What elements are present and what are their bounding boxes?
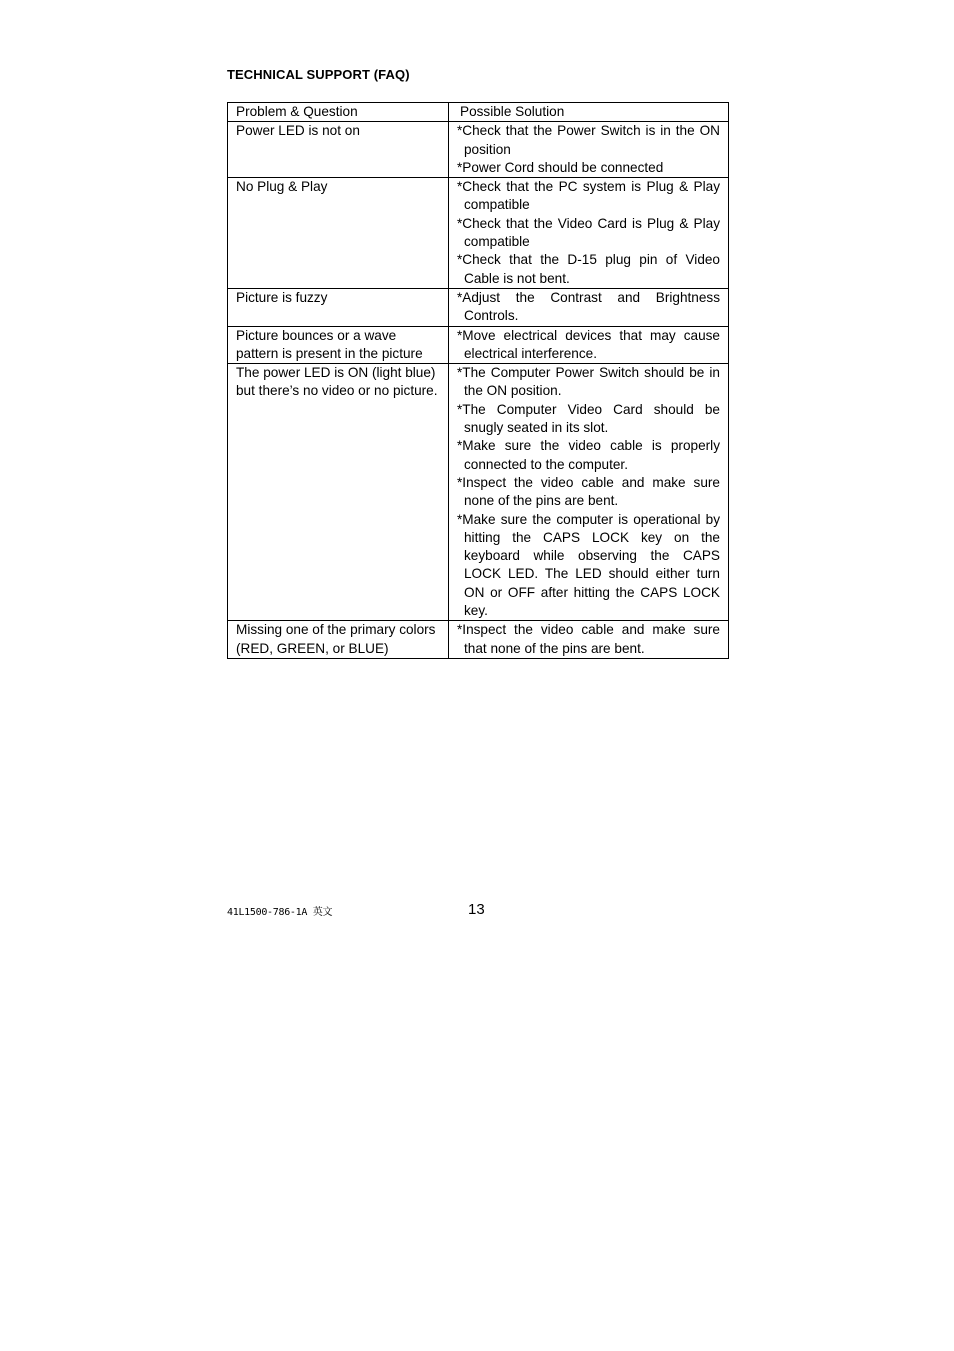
solution-line: *Move electrical devices that may cause electrical interference. (457, 327, 720, 361)
footer-doc-code: 41L1500-786-1A 英文 (227, 907, 333, 918)
header-problem-question: Problem & Question (228, 103, 449, 122)
solution-line: *Adjust the Contrast and Brightness Controls. (457, 289, 720, 324)
header-possible-solution: Possible Solution (449, 103, 729, 122)
question-cell (228, 326, 449, 364)
solution-cell (449, 122, 729, 178)
question-text: Picture bounces or a wave pattern is present in the picture (236, 327, 423, 361)
table-header-row (228, 103, 729, 122)
solution-line: *Check that the Video Card is Plug & Play compatible (457, 215, 720, 250)
page-heading: TECHNICAL SUPPORT (FAQ) (227, 67, 410, 82)
solution-line: *Inspect the video cable and make sure that none of the pins are bent. (457, 622, 720, 656)
solution-line: *Make sure the video cable is properly connected to the computer. (457, 438, 720, 472)
question-cell (228, 364, 449, 621)
solution-cell (449, 621, 729, 659)
table-row (228, 364, 729, 621)
table-row (228, 326, 729, 364)
question-cell (228, 122, 449, 178)
solution-line: *Inspect the video cable and make sure none of the pins are bent. (457, 474, 720, 509)
table-row (228, 621, 729, 659)
faq-table (227, 102, 729, 659)
solution-cell (449, 288, 729, 326)
solution-line: *Power Cord should be connected (457, 159, 664, 175)
question-cell (228, 178, 449, 289)
question-text: Picture is fuzzy (236, 289, 328, 305)
table-row (228, 178, 729, 289)
question-text: No Plug & Play (236, 179, 328, 195)
question-text: The power LED is ON (light blue) but there’s no video or no picture. (236, 365, 438, 399)
solution-cell (449, 326, 729, 364)
table-row (228, 288, 729, 326)
solution-line: *Check that the D-15 plug pin of Video Cable is not bent. (457, 252, 720, 286)
solution-line: *Make sure the computer is operational by hitting the CAPS LOCK key on the keyboard while observing the CAPS LOCK LED. The LED should either turn ON or OFF after hitting the CAPS LOCK key. (457, 511, 720, 619)
question-text: Power LED is not on (236, 123, 360, 139)
solution-line: *The Computer Video Card should be snugly seated in its slot. (457, 401, 720, 436)
solution-cell (449, 178, 729, 289)
question-cell (228, 288, 449, 326)
question-text: Missing one of the primary colors (RED, GREEN, or BLUE) (236, 622, 436, 656)
page-number: 13 (468, 901, 485, 918)
table-row (228, 122, 729, 178)
solution-line: *Check that the PC system is Plug & Play compatible (457, 179, 720, 213)
solution-line: *Check that the Power Switch is in the ON position (457, 123, 720, 157)
solution-cell (449, 364, 729, 621)
solution-line: *The Computer Power Switch should be in the ON position. (457, 365, 720, 399)
question-cell (228, 621, 449, 659)
